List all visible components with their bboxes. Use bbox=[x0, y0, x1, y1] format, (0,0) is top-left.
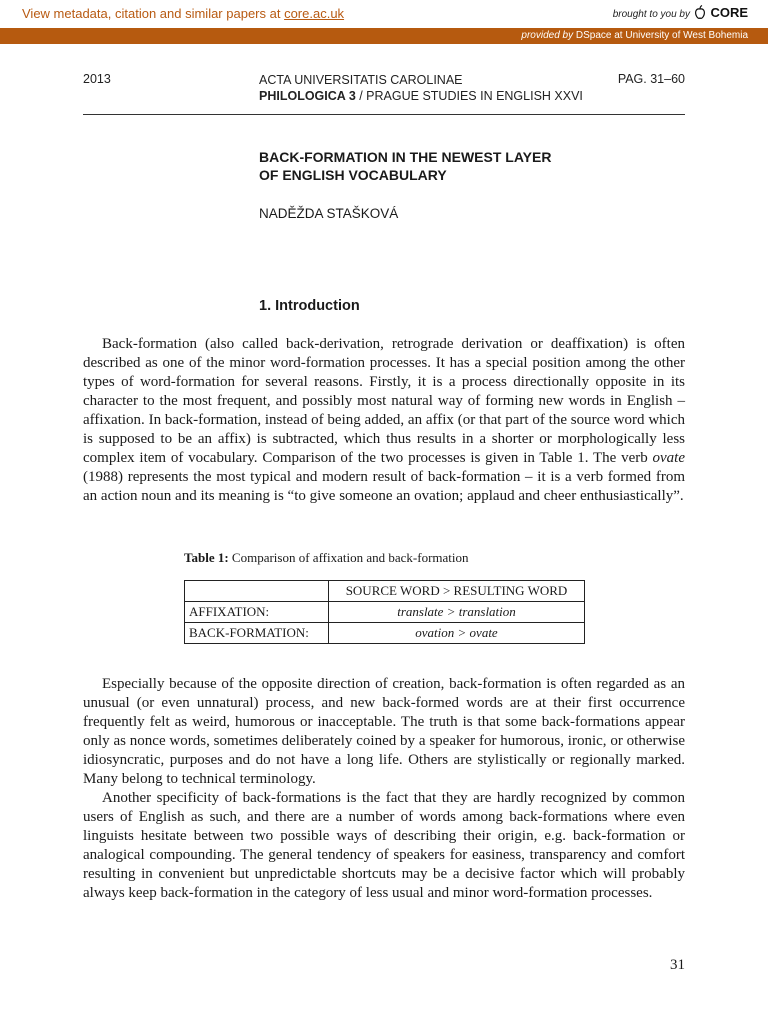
paragraph-1-a: Back-formation (also called back-derivation, retrograde derivation or deaffixation) is often described as one of the minor word-formation processes. It has a special position among the other types of word-formation for several reasons. Firstly, it is a process directionally opposite in its character to the most frequent, and possibly most natural way of forming new words in English – affixation. In back-formation, instead of being added, an affix (or that part of the source word which is supposed to be an affix) is subtracted, which thus results in a shorter or morphologically less complex item of vocabulary. Comparison of the two processes is given in Table 1. The verb bbox=[83, 336, 685, 466]
journal-line-1: ACTA UNIVERSITATIS CAROLINAE bbox=[259, 73, 463, 87]
provided-by-label: provided by bbox=[521, 30, 574, 41]
core-link-prefix[interactable]: View metadata, citation and similar papers at bbox=[22, 6, 285, 21]
paragraph-3: Another specificity of back-formations is the fact that they are hardly recognized by common users of English as such, and there are a number of words among back-formations where even linguists hesitate between two possible ways of describing their origin, e.g. back-formation or analogical compounding. The general tendency of speakers for easiness, transparency and comfort resulting in convenient but unpredictable shortcuts may be a decisive factor which will probably always keep back-formation in the category of less usual and minor word-formation processes. bbox=[83, 790, 685, 901]
core-provider-text bbox=[521, 30, 748, 41]
core-link-domain[interactable]: core.ac.uk bbox=[284, 6, 345, 21]
table-caption bbox=[184, 550, 469, 566]
table-header-row bbox=[185, 581, 585, 602]
table-header-cell bbox=[185, 581, 329, 602]
core-provider-bar bbox=[0, 28, 768, 44]
provider-name[interactable]: DSpace at University of West Bohemia bbox=[575, 30, 748, 41]
page-number: 31 bbox=[670, 957, 685, 973]
core-logo-text[interactable]: CORE bbox=[710, 5, 748, 20]
header-journal bbox=[259, 72, 583, 104]
article-author: NADĚŽDA STAŠKOVÁ bbox=[259, 206, 399, 221]
table-cell-process: BACK-FORMATION: bbox=[185, 623, 329, 644]
running-header bbox=[83, 72, 685, 115]
table-cell-example: translate > translation bbox=[329, 602, 585, 623]
table-row bbox=[185, 623, 585, 644]
ovate-term: ovate bbox=[652, 450, 685, 466]
title-line-1: BACK-FORMATION IN THE NEWEST LAYER bbox=[259, 149, 552, 165]
table-cell-process: AFFIXATION: bbox=[185, 602, 329, 623]
table-caption-text: Comparison of affixation and back-formation bbox=[228, 550, 469, 565]
journal-series: PHILOLOGICA 3 bbox=[259, 89, 356, 103]
table-row bbox=[185, 602, 585, 623]
core-brought-by: brought to you by bbox=[612, 9, 690, 20]
header-year: 2013 bbox=[83, 72, 111, 86]
paragraph-1 bbox=[83, 335, 685, 506]
journal-line-2 bbox=[259, 88, 583, 104]
paragraph-1-b: (1988) represents the most typical and modern result of back-formation – it is a verb formed from an action noun and its meaning is “to give someone an ovation; applaud and cheer enthusiastically”. bbox=[83, 469, 685, 504]
table-header-cell: SOURCE WORD > RESULTING WORD bbox=[329, 581, 585, 602]
core-metadata-link[interactable] bbox=[22, 6, 344, 21]
title-line-2: OF ENGLISH VOCABULARY bbox=[259, 167, 447, 183]
table-caption-label: Table 1: bbox=[184, 550, 229, 565]
core-apple-icon bbox=[694, 5, 706, 20]
comparison-table bbox=[184, 580, 585, 644]
article-title bbox=[259, 148, 659, 184]
table-cell-example: ovation > ovate bbox=[329, 623, 585, 644]
header-pages: PAG. 31–60 bbox=[617, 72, 685, 86]
paragraph-2: Especially because of the opposite direction of creation, back-formation is often regarded as an unusual (or even unnatural) process, and new back-formed words are at their first occurrence frequently felt as weird, humorous or inacceptable. The truth is that some back-formations appear only as nonce words, sometimes deliberately coined by a speaker for humorous, ironic, or otherwise idiosyncratic, purposes and do not have a long life. Others are stylistically or regionally marked. Many belong to technical terminology. bbox=[83, 676, 685, 787]
section-heading: 1. Introduction bbox=[259, 298, 360, 314]
journal-volume: / PRAGUE STUDIES IN ENGLISH XXVI bbox=[355, 89, 583, 103]
core-banner bbox=[0, 0, 768, 29]
core-logo[interactable] bbox=[694, 5, 748, 20]
